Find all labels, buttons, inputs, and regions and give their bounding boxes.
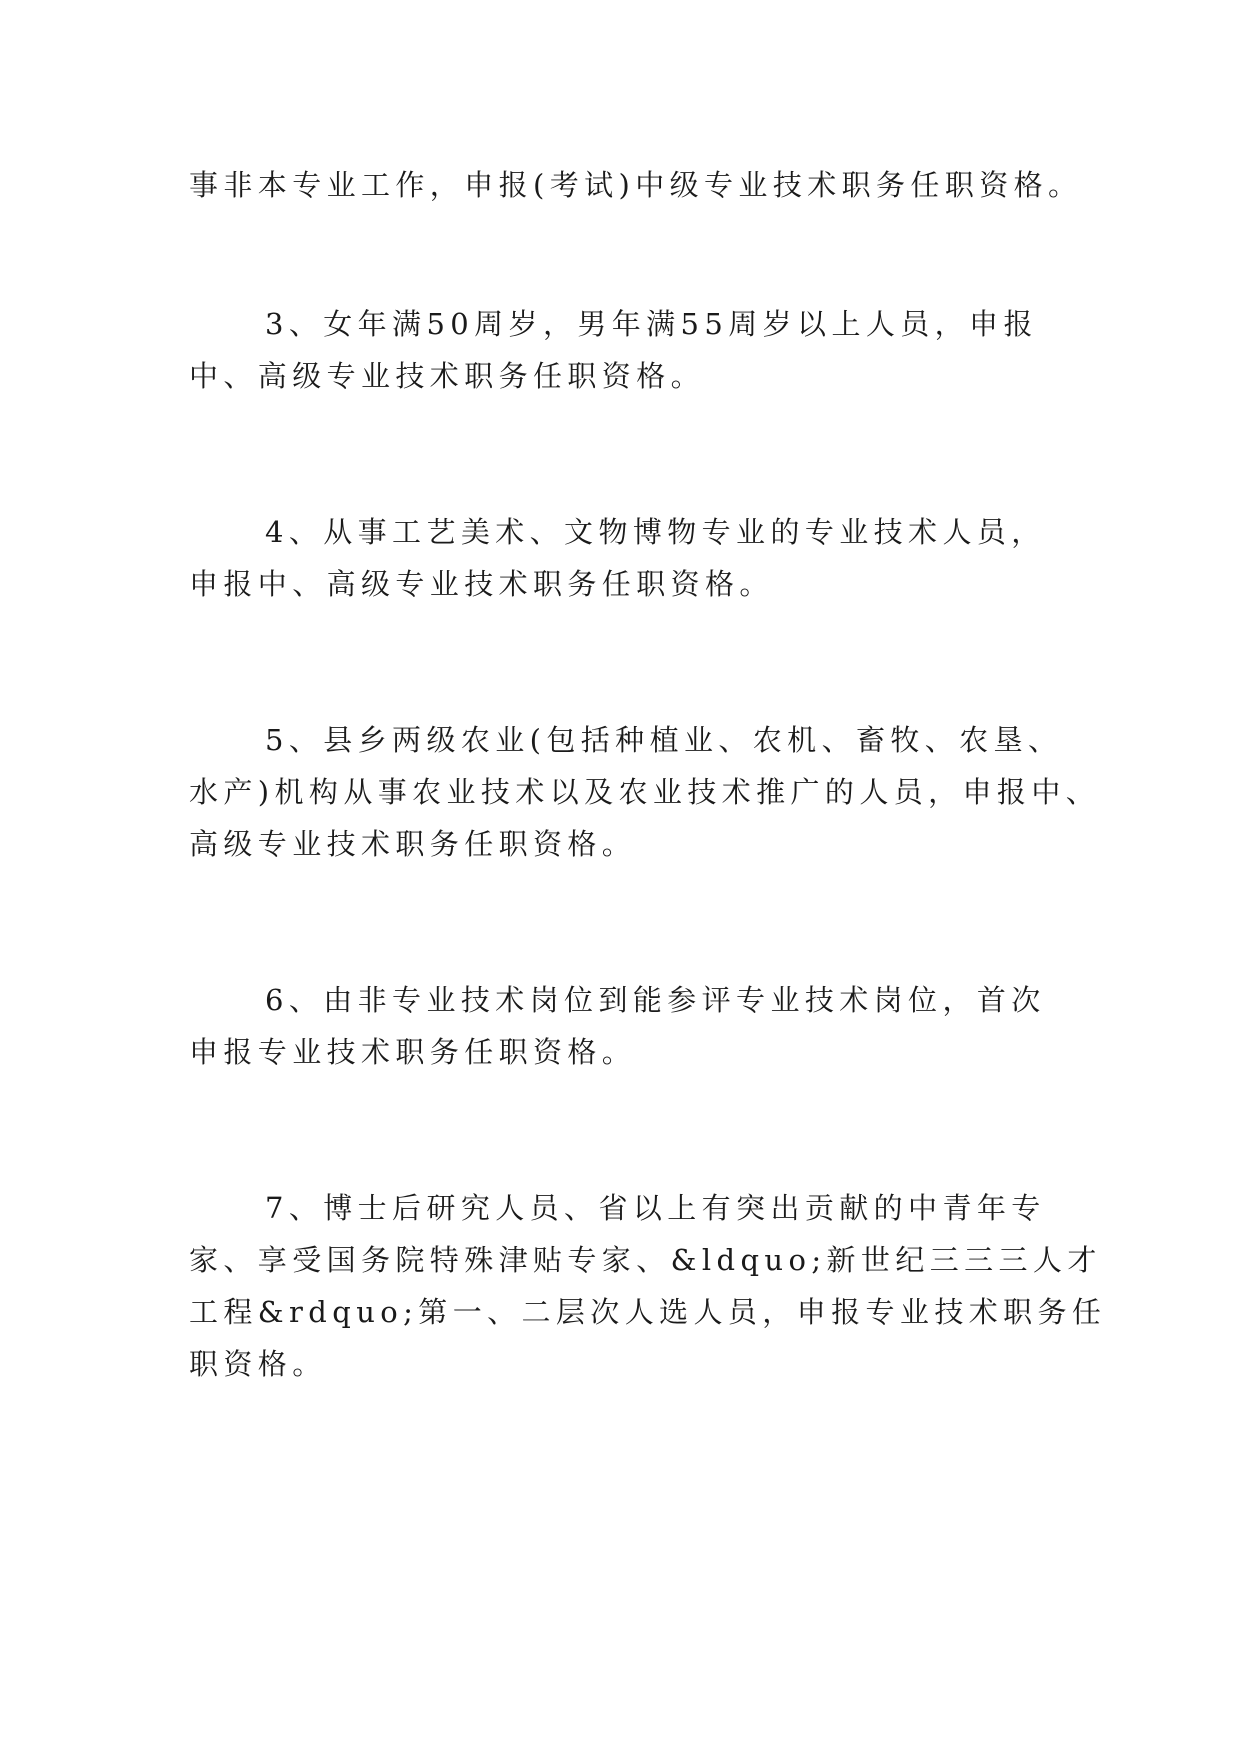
paragraph-line: 工程&rdquo;第一、二层次人选人员，申报专业技术职务任: [189, 1295, 1107, 1329]
paragraph-line: 6、由非专业技术岗位到能参评专业技术岗位，首次: [265, 983, 1046, 1017]
paragraph-line: 中、高级专业技术职务任职资格。: [189, 359, 706, 393]
paragraph-line: 高级专业技术职务任职资格。: [189, 827, 637, 861]
paragraph-line: 事非本专业工作，申报(考试)中级专业技术职务任职资格。: [189, 168, 1083, 202]
paragraph-line: 家、享受国务院特殊津贴专家、&ldquo;新世纪三三三人才: [189, 1243, 1102, 1277]
paragraph-line: 3、女年满50周岁，男年满55周岁以上人员，申报: [265, 307, 1038, 341]
paragraph-line: 职资格。: [189, 1347, 327, 1381]
paragraph-line: 5、县乡两级农业(包括种植业、农机、畜牧、农垦、: [265, 723, 1063, 757]
paragraph-line: 申报中、高级专业技术职务任职资格。: [189, 567, 774, 601]
paragraph-line: 申报专业技术职务任职资格。: [189, 1035, 637, 1069]
paragraph-line: 7、博士后研究人员、省以上有突出贡献的中青年专: [265, 1191, 1046, 1225]
paragraph-line: 水产)机构从事农业技术以及农业技术推广的人员，申报中、: [189, 775, 1101, 809]
paragraph-line: 4、从事工艺美术、文物博物专业的专业技术人员，: [265, 515, 1046, 549]
